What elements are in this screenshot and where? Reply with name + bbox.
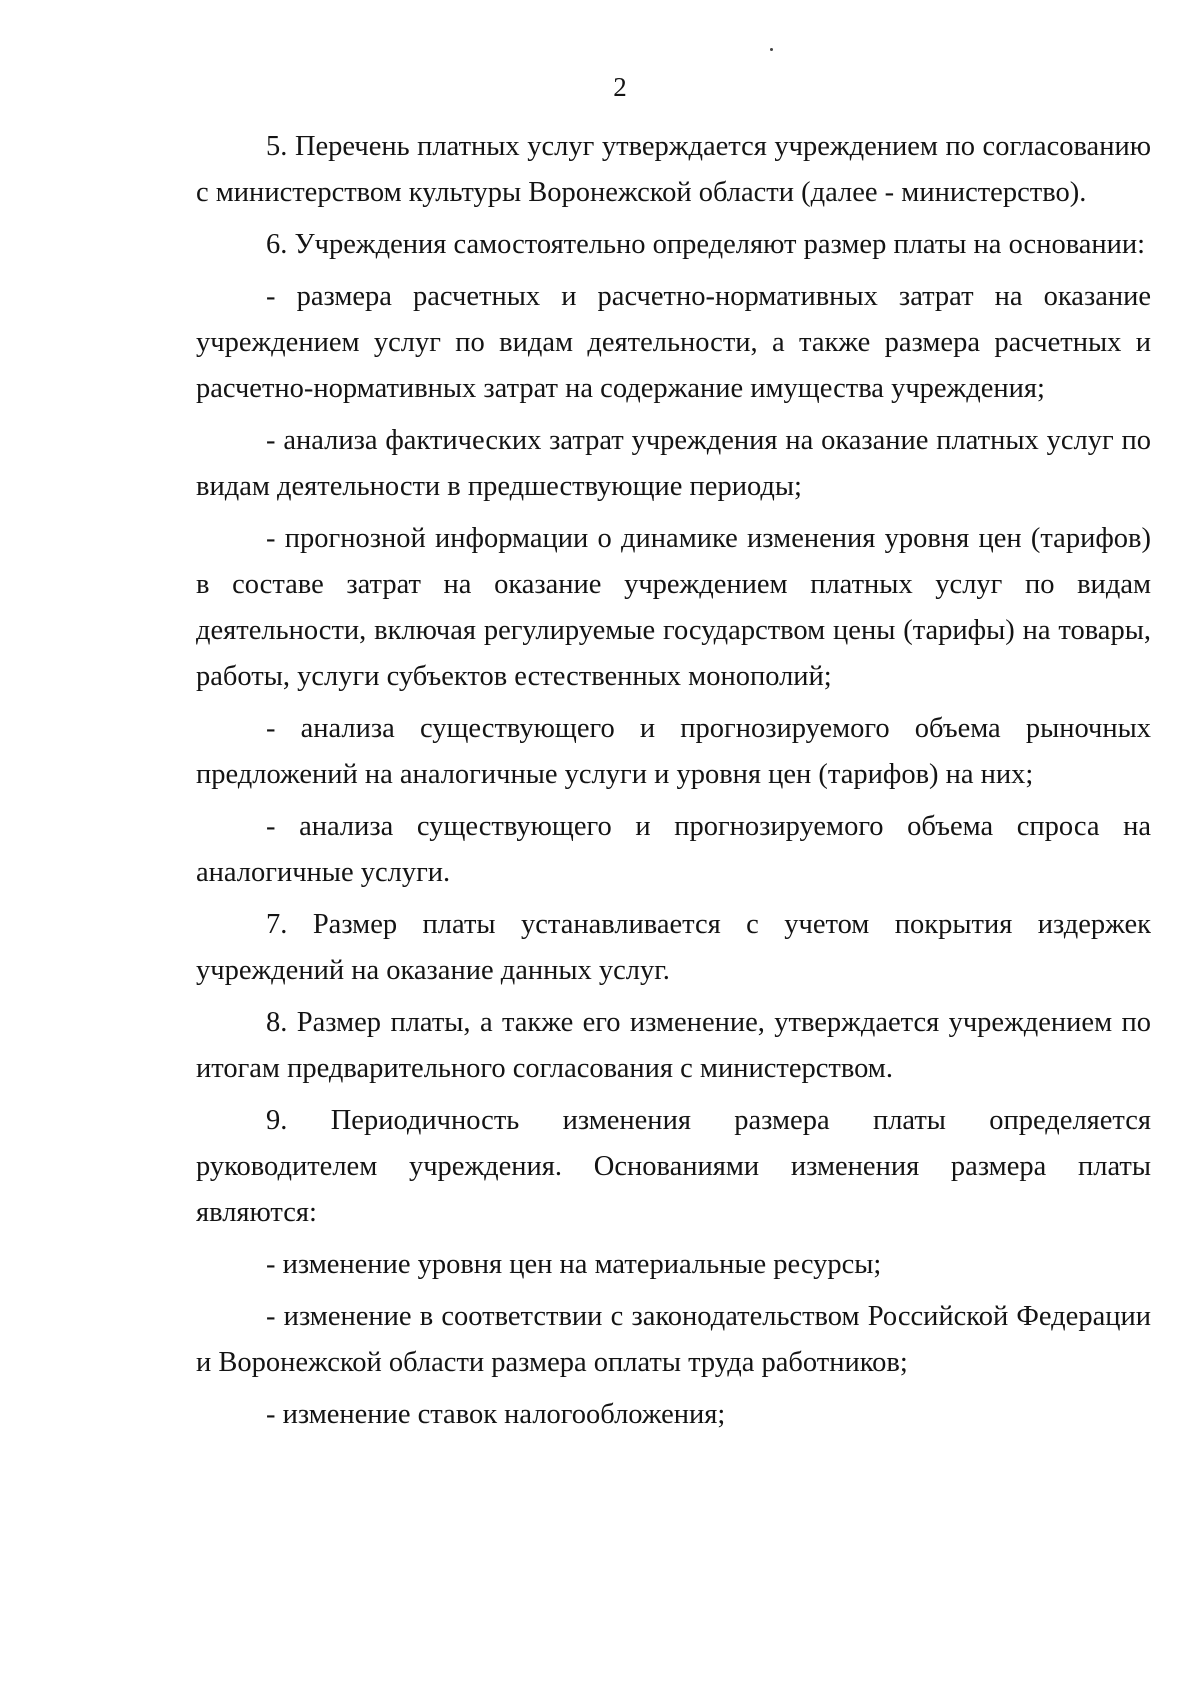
- list-item-costs: - размера расчетных и расчетно-нормативных затрат на оказание учреждением услуг по видам деятельности, а также размера расчетных и расчетно-нормативных затрат на содержание имущества учреждения;: [196, 281, 1151, 404]
- list-item-demand: - анализа существующего и прогнозируемого объема спроса на аналогичные услуги.: [196, 811, 1151, 888]
- list-item-material-prices: - изменение уровня цен на материальные ресурсы;: [266, 1249, 882, 1280]
- list-item-wages: - изменение в соответствии с законодательством Российской Федерации и Воронежской области размера оплаты труда работников;: [196, 1301, 1151, 1378]
- document-body: [196, 124, 1151, 1444]
- paragraph-item-6: 6. Учреждения самостоятельно определяют размер платы на основании:: [266, 229, 1146, 260]
- paragraph-item-5: 5. Перечень платных услуг утверждается учреждением по согласованию с министерством культуры Воронежской области (далее - министерство).: [196, 131, 1151, 208]
- page-number: 2: [613, 72, 627, 102]
- scan-speck: [770, 48, 773, 51]
- list-item-price-forecast: - прогнозной информации о динамике изменения уровня цен (тарифов) в составе затрат на оказание учреждением платных услуг по видам деятельности, включая регулируемые государством цены (тарифы) на товары, работы, услуги субъектов естественных монополий;: [196, 523, 1151, 692]
- paragraph-item-7: 7. Размер платы устанавливается с учетом покрытия издержек учреждений на оказание данных услуг.: [196, 909, 1151, 986]
- list-item-market-supply: - анализа существующего и прогнозируемого объема рыночных предложений на аналогичные услуги и уровня цен (тарифов) на них;: [196, 713, 1151, 790]
- paragraph-item-8: 8. Размер платы, а также его изменение, утверждается учреждением по итогам предварительного согласования с министерством.: [196, 1007, 1151, 1084]
- list-item-actual-costs: - анализа фактических затрат учреждения на оказание платных услуг по видам деятельности в предшествующие периоды;: [196, 425, 1151, 502]
- list-item-tax-rates: - изменение ставок налогообложения;: [266, 1399, 726, 1430]
- paragraph-item-9: 9. Периодичность изменения размера платы определяется руководителем учреждения. Основаниями изменения размера платы являются:: [196, 1105, 1151, 1228]
